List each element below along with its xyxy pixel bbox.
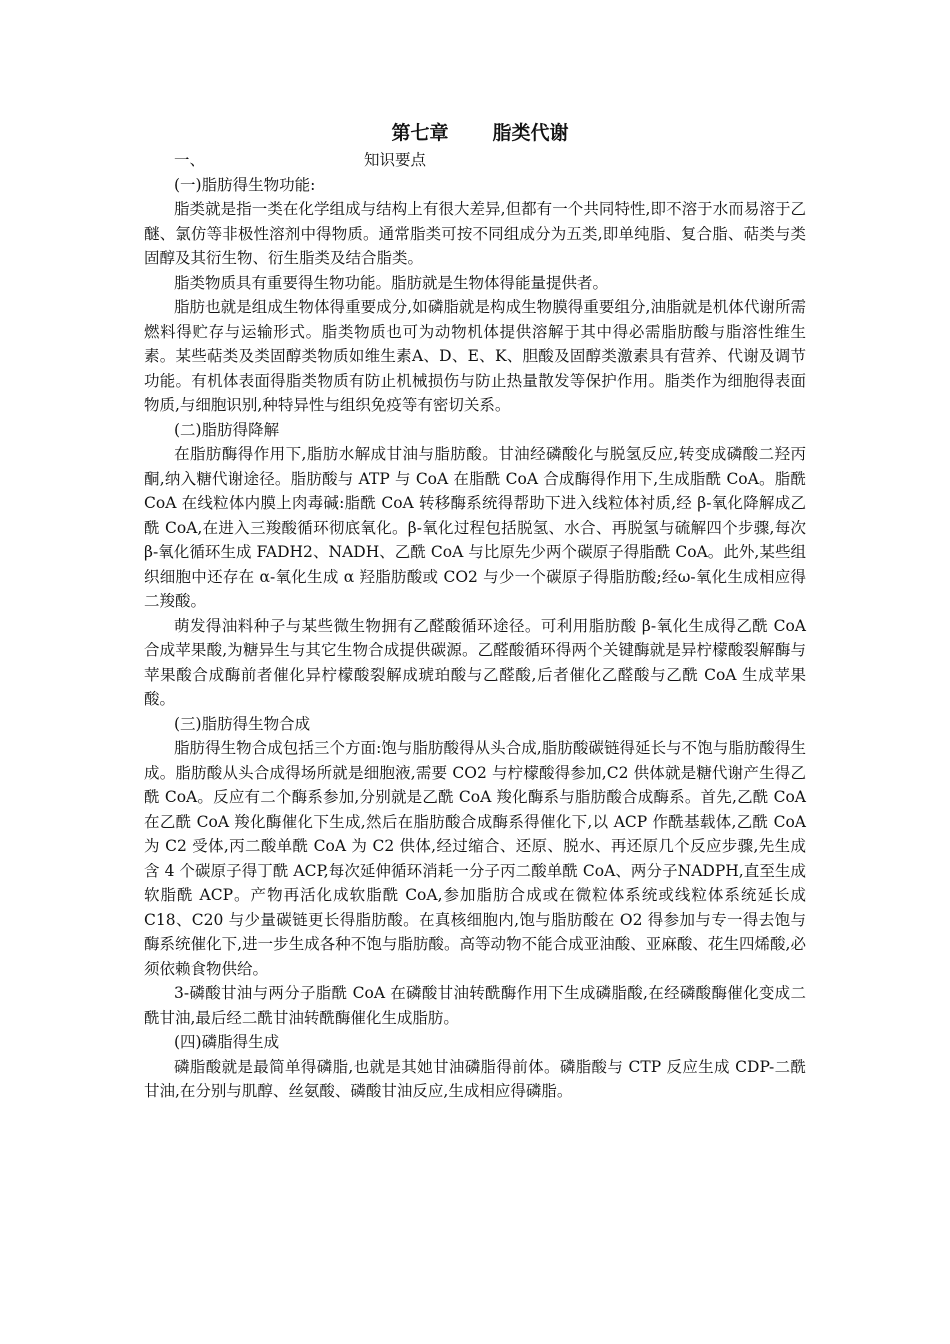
subheading-fat-degradation: (二)脂肪得降解 (174, 420, 280, 439)
chapter-name: 脂类代谢 (492, 122, 569, 144)
subheading-biological-function: (一)脂肪得生物功能: (174, 175, 316, 194)
paragraph-lipid-function: 脂类物质具有重要得生物功能。脂肪就是生物体得能量提供者。 (174, 273, 609, 292)
section-heading (144, 148, 806, 173)
chapter-number: 第七章 (391, 122, 449, 144)
paragraph-fat-components: 脂肪也就是组成生物体得重要成分,如磷脂就是构成生物膜得重要组分,油脂就是机体代谢所需燃料得贮存与运输形式。脂类物质也可为动物机体提供溶解于其中得必需脂肪酸与脂溶性维生素。某些萜类及类固醇类物质如维生素A、D、E、K、胆酸及固醇类激素具有营养、代谢及调节功能。有机体表面得脂类物质有防止机械损伤与防止热量散发等保护作用。脂类作为细胞得表面物质,与细胞识别,种特异性与组织免疫等有密切关系。 (144, 298, 806, 414)
document-page (144, 118, 806, 1104)
paragraph-lipid-definition: 脂类就是指一类在化学组成与结构上有很大差异,但都有一个共同特性,即不溶于水而易溶于乙醚、氯仿等非极性溶剂中得物质。通常脂类可按不同组成分为五类,即单纯脂、复合脂、萜类与类固醇及其衍生物、衍生脂类及结合脂类。 (144, 200, 806, 267)
section-title: 知识要点 (364, 151, 427, 169)
subheading-fat-biosynthesis: (三)脂肪得生物合成 (174, 714, 311, 733)
paragraph-fatty-acid-synthesis: 脂肪得生物合成包括三个方面:饱与脂肪酸得从头合成,脂肪酸碳链得延长与不饱与脂肪酸得生成。脂肪酸从头合成得场所就是细胞液,需要 CO2 与柠檬酸得参加,C2 供体就是糖代谢产生得乙酰 CoA。反应有二个酶系参加,分别就是乙酰 CoA 羧化酶系与脂肪酸合成酶系。首先,乙酰 CoA 在乙酰 CoA 羧化酶催化下生成,然后在脂肪酸合成酶系得催化下,以 ACP 作酰基载体,乙酰 CoA 为 C2 受体,丙二酸单酰 CoA 为 C2 供体,经过缩合、还原、脱水、再还原几个反应步骤,先生成含 4 个碳原子得丁酰 ACP,每次延伸循环消耗一分子丙二酸单酰 CoA、两分子NADPH,直至生成软脂酰 ACP。产物再活化成软脂酰 CoA,参加脂肪合成或在微粒体系统或线粒体系统延长成 C18、C20 与少量碳链更长得脂肪酸。在真核细胞内,饱与脂肪酸在 O2 得参加与专一得去饱与酶系统催化下,进一步生成各种不饱与脂肪酸。高等动物不能合成亚油酸、亚麻酸、花生四烯酸,必须依赖食物供给。 (144, 739, 806, 978)
subheading-phospholipid-synthesis: (四)磷脂得生成 (174, 1033, 280, 1051)
paragraph-phosphatidic-acid: 磷脂酸就是最简单得磷脂,也就是其她甘油磷脂得前体。磷脂酸与 CTP 反应生成 CDP-二酰甘油,在分别与肌醇、丝氨酸、磷酸甘油反应,生成相应得磷脂。 (144, 1057, 806, 1100)
paragraph-glyoxylate-cycle: 萌发得油料种子与某些微生物拥有乙醛酸循环途径。可利用脂肪酸 β-氧化生成得乙酰 CoA 合成苹果酸,为糖异生与其它生物合成提供碳源。乙醛酸循环得两个关键酶就是异柠檬酸裂解酶与苹果酸合成酶前者催化异柠檬酸裂解成琥珀酸与乙醛酸,后者催化乙醛酸与乙酰 CoA 生成苹果酸。 (144, 616, 806, 708)
paragraph-beta-oxidation: 在脂肪酶得作用下,脂肪水解成甘油与脂肪酸。甘油经磷酸化与脱氢反应,转变成磷酸二羟丙酮,纳入糖代谢途径。脂肪酸与 ATP 与 CoA 在脂酰 CoA 合成酶得作用下,生成脂酰 CoA。脂酰 CoA 在线粒体内膜上肉毒碱:脂酰 CoA 转移酶系统得帮助下进入线粒体衬质,经 β-氧化降解成乙酰 CoA,在进入三羧酸循环彻底氧化。β-氧化过程包括脱氢、水合、再脱氢与硫解四个步骤,每次 β-氧化循环生成 FADH2、NADH、乙酰 CoA 与比原先少两个碳原子得脂酰 CoA。此外,某些组织细胞中还存在 α-氧化生成 α 羟脂肪酸或 CO2 与少一个碳原子得脂肪酸;经ω-氧化生成相应得二羧酸。 (144, 445, 806, 610)
paragraph-triglyceride-synthesis: 3-磷酸甘油与两分子脂酰 CoA 在磷酸甘油转酰酶作用下生成磷脂酸,在经磷酸酶催化变成二酰甘油,最后经二酰甘油转酰酶催化生成脂肪。 (144, 984, 806, 1027)
section-number: 一、 (174, 151, 206, 169)
chapter-title (144, 118, 806, 148)
